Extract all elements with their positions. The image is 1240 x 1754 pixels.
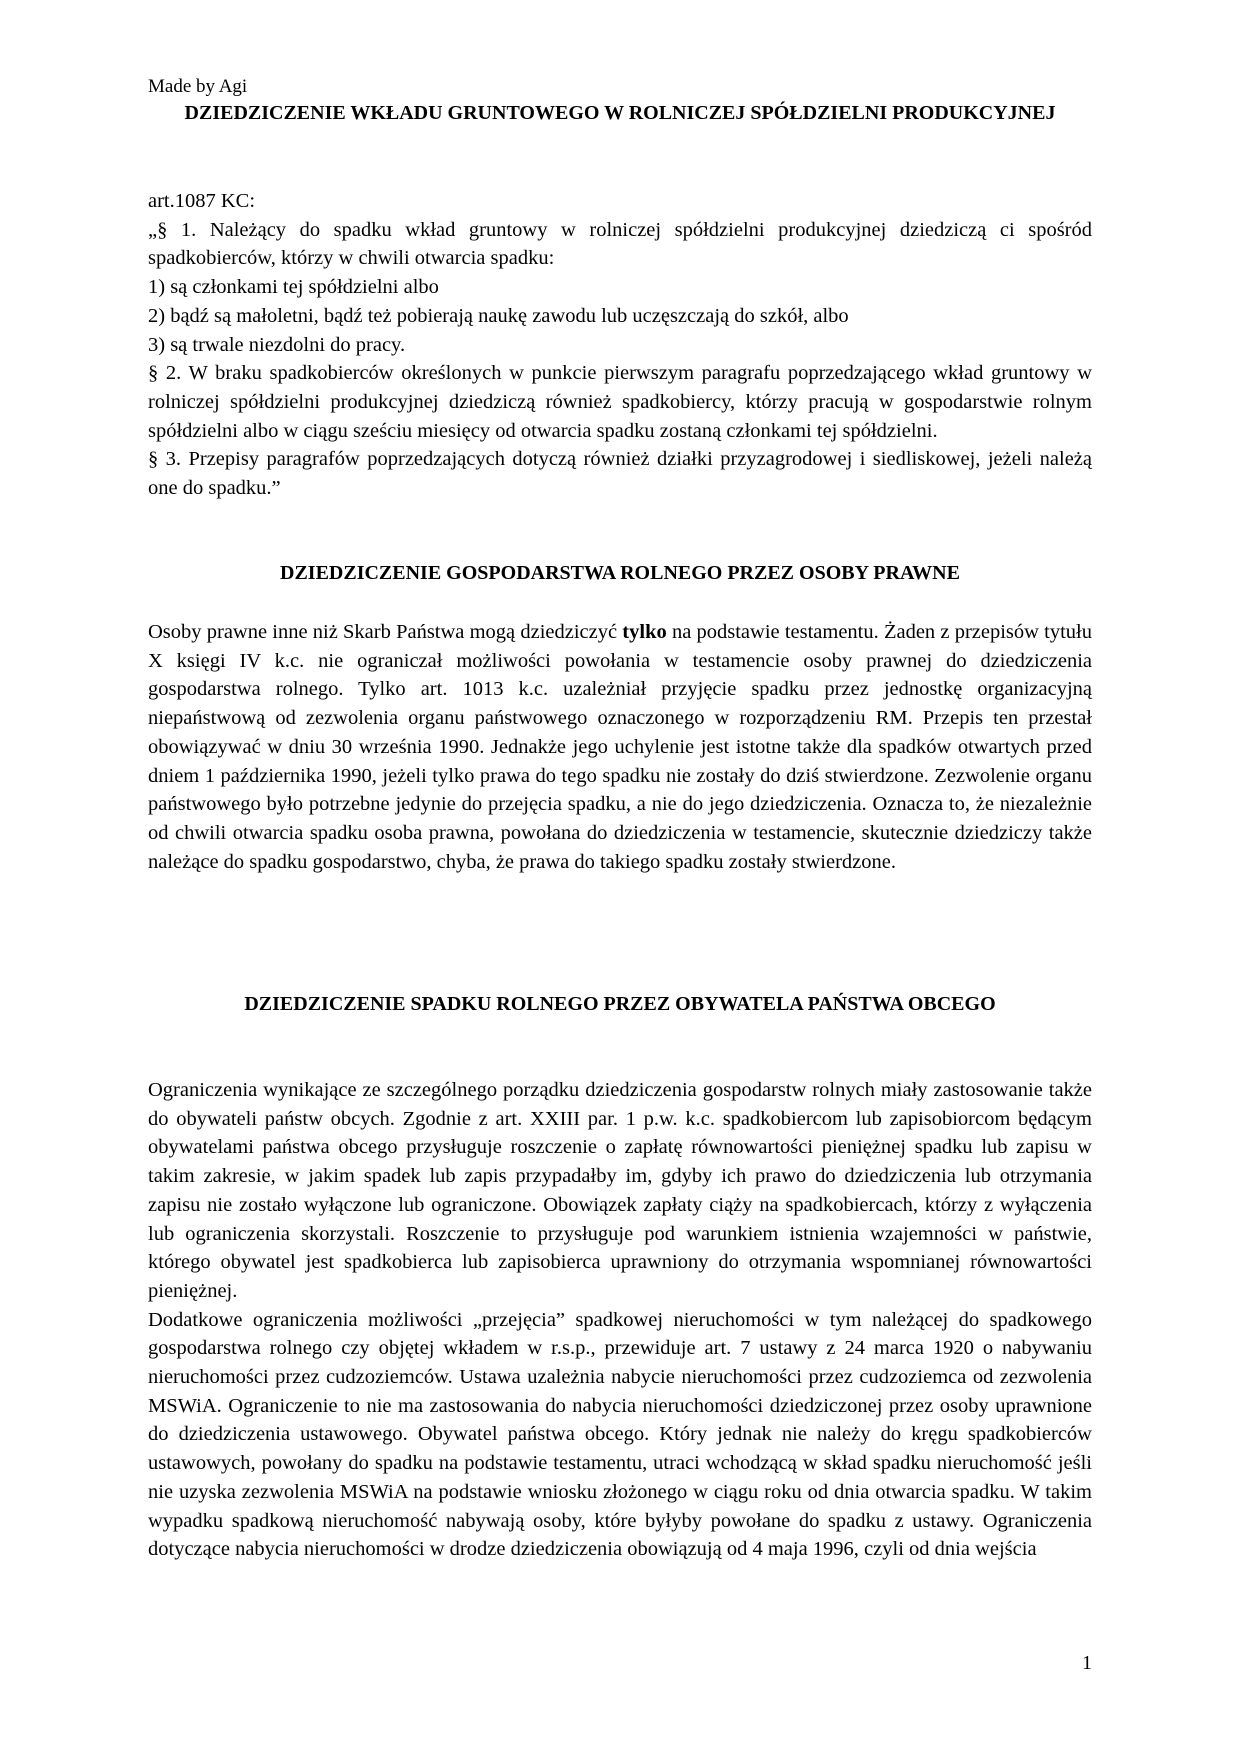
paragraph: Dodatkowe ograniczenia możliwości „przejęcia” spadkowej nieruchomości w tym należącej do spadkowego gospodarstwa rolnego czy objętej wkładem w r.s.p., przewiduje art. 7 ustawy z 24 marca 1920 o nabywaniu nieruchomości przez cudzoziemców. Ustawa uzależnia nabycie nieruchomości przez cudzoziemca od zezwolenia MSWiA. Ograniczenie to nie ma zastosowania do nabycia nieruchomości dziedziczonej przez osoby uprawnione do dziedziczenia ustawowego. Obywatel państwa obcego. Który jednak nie należy do kręgu spadkobierców ustawowych, powołany do spadku na podstawie testamentu, utraci wchodzącą w skład spadku nieruchomość jeśli nie uzyska zezwolenia MSWiA na podstawie wniosku złożonego w ciągu roku od dnia otwarcia spadku. W takim wypadku spadkową nieruchomość nabywają osoby, które byłyby powołane do spadku z ustawy. Ograniczenia dotyczące nabycia nieruchomości w drodze dziedziczenia obowiązują od 4 maja 1996, czyli od dnia wejścia [148, 1308, 1092, 1561]
section2-title: DZIEDZICZENIE GOSPODARSTWA ROLNEGO PRZEZ OSOBY PRAWNE [280, 562, 960, 584]
text: na podstawie testamentu. Żaden z przepisów tytułu X księgi IV k.c. nie ograniczał możliwości powołania w testamencie osoby prawnej do dziedziczenia gospodarstwa rolnego. Tylko art. 1013 k.c. uzależniał przyjęcie spadku przez jednostkę organizacyjną niepaństwową od zezwolenia organu państwowego oznaczonego w rozporządzeniu RM. Przepis ten przestał obowiązywać w dniu 30 września 1990. Jednakże jego uchylenie jest istotne także dla spadków otwartych przed dniem 1 października 1990, jeżeli tylko prawa do tego spadku nie zostały do dziś stwierdzone. Zezwolenie organu państwowego było potrzebne jedynie do przejęcia spadku, a nie do jego dziedziczenia. Oznacza to, że niezależnie od chwili otwarcia spadku osoba prawna, powołana do dziedziczenia w testamencie, skutecznie dziedziczy także należące do spadku gospodarstwo, chyba, że prawa do takiego spadku zostały stwierdzone. [148, 621, 1092, 873]
list-item: 1) są członkami tej spółdzielni albo [148, 276, 439, 299]
section2-body [148, 618, 1092, 876]
paragraph: „§ 1. Należący do spadku wkład gruntowy w rolniczej spółdzielni produkcyjnej dziedziczą ci spośród spadkobierców, którzy w chwili otwarcia spadku: [148, 218, 1092, 270]
section3-body [148, 1076, 1092, 1564]
header-note: Made by Agi [148, 76, 248, 97]
article-ref: art.1087 KC: [148, 190, 256, 212]
paragraph: § 3. Przepisy paragrafów poprzedzających dotyczą również działki przyzagrodowej i siedliskowej, jeżeli należą one do spadku.” [148, 448, 1092, 500]
section1-body [148, 187, 1092, 503]
text: Osoby prawne inne niż Skarb Państwa mogą dziedziczyć [148, 621, 623, 643]
bold-text: tylko [622, 621, 667, 643]
section3-title: DZIEDZICZENIE SPADKU ROLNEGO PRZEZ OBYWATELA PAŃSTWA OBCEGO [244, 993, 996, 1015]
paragraph [148, 618, 1092, 876]
paragraph: Ograniczenia wynikające ze szczególnego porządku dziedziczenia gospodarstw rolnych miały zastosowanie także do obywateli państw obcych. Zgodnie z art. XXIII par. 1 p.w. k.c. spadkobiercom lub zapisobiorcom będącym obywatelami państwa obcego przysługuje roszczenie o zapłatę równowartości pieniężnej spadku lub zapisu w takim zakresie, w jakim spadek lub zapis przypadałby im, gdyby ich prawo do dziedziczenia lub otrzymania zapisu nie zostało wyłączone lub ograniczone. Obowiązek zapłaty ciąży na spadkobiercach, którzy z wyłączenia lub ograniczenia skorzystali. Roszczenie to przysługuje pod warunkiem istnienia wzajemności w państwie, którego obywatel jest spadkobierca lub zapisobierca uprawniony do otrzymania wspomnianej równowartości pieniężnej. [148, 1079, 1092, 1302]
section1-title: DZIEDZICZENIE WKŁADU GRUNTOWEGO W ROLNICZEJ SPÓŁDZIELNI PRODUKCYJNEJ [184, 102, 1056, 124]
paragraph: § 2. W braku spadkobierców określonych w punkcie pierwszym paragrafu poprzedzającego wkład gruntowy w rolniczej spółdzielni produkcyjnej dziedziczą również spadkobiercy, którzy pracują w gospodarstwie rolnym spółdzielni albo w ciągu sześciu miesięcy od otwarcia spadku zostaną członkami tej spółdzielni. [148, 362, 1092, 442]
list-item: 2) bądź są małoletni, bądź też pobierają naukę zawodu lub uczęszczają do szkół, albo [148, 304, 849, 327]
list-item: 3) są trwale niezdolni do pracy. [148, 333, 406, 356]
page-number: 1 [1082, 1652, 1092, 1674]
